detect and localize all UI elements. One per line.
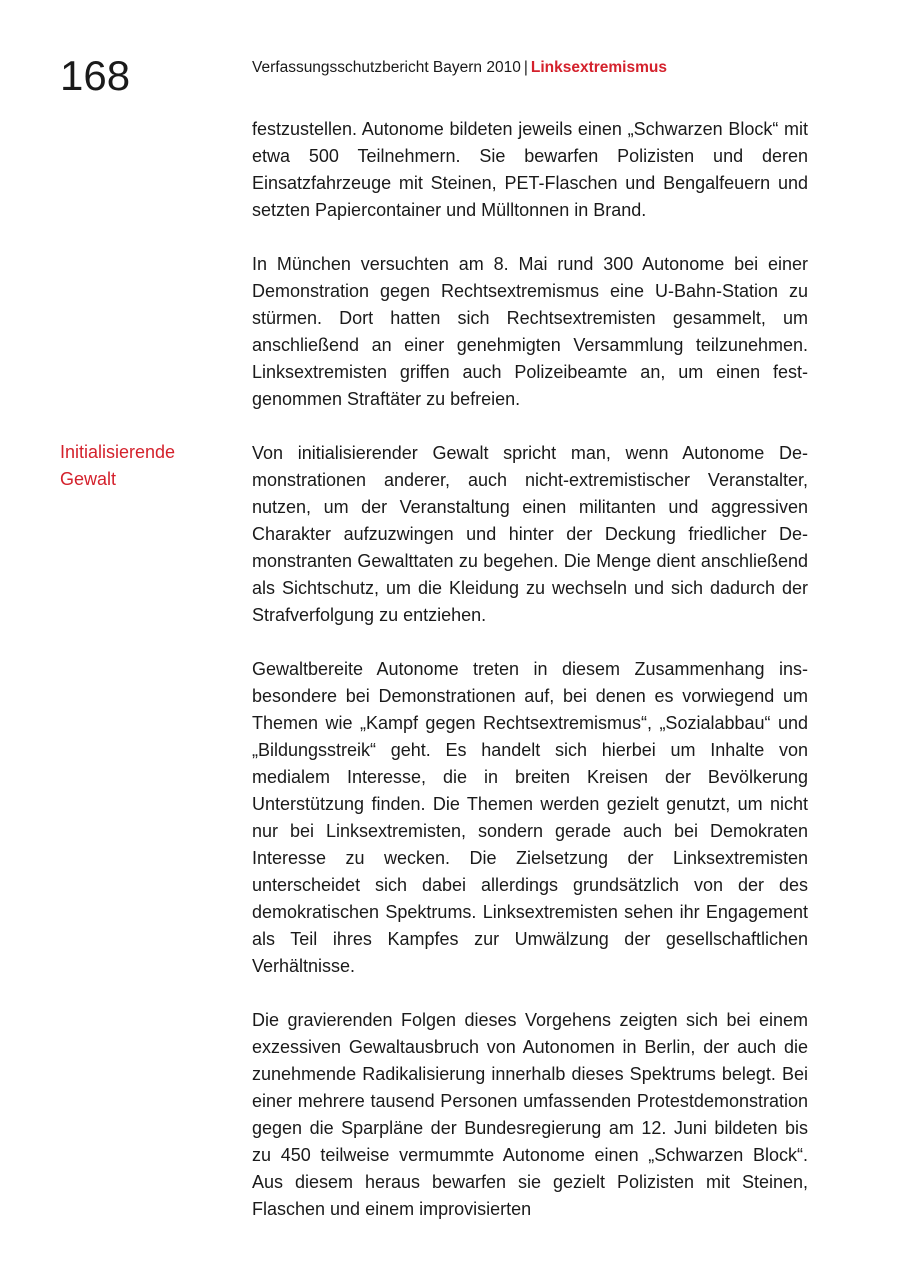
margin-note-line-2: Gewalt: [60, 469, 117, 489]
publication-title: Verfassungsschutzbericht Bayern 2010: [252, 59, 521, 76]
paragraph-2: In München versuchten am 8. Mai rund 300 Autonome bei einer Demonstration gegen Rechtsextremismus eine U-Bahn-Station zu stürmen. Dort hatten sich Rechtsextremisten gesammelt, um anschließend an einer genehmigten Versammlung teilzunehmen. Linksextremisten griffen auch Polizeibeamte an, um einen festgenommen Straftäter zu befreien.: [252, 254, 808, 409]
paragraph-4: Gewaltbereite Autonome treten in diesem Zusammenhang insbesondere bei Demonstrationen auf, bei denen es vorwiegend um Themen wie „Kampf gegen Rechtsextremismus“, „Sozialabbau“ und „Bildungsstreik“ geht. Es handelt sich hierbei um Inhalte von medialem Interesse, die in breiten Kreisen der Bevölkerung Unterstützung finden. Die Themen werden gezielt genutzt, um nicht nur bei Linksextremisten, sondern gerade auch bei Demokraten Interesse zu wecken. Die Zielsetzung der Linksextremisten unterscheidet sich dabei allerdings grundsätzlich von der des demokratischen Spektrums. Linksextremisten sehen ihr Engagement als Teil ihres Kampfes zur Umwälzung der gesellschaftlichen Verhältnisse.: [252, 659, 808, 976]
header-separator: |: [523, 59, 528, 76]
page-number: 168: [60, 52, 131, 99]
body-text: [252, 116, 808, 1250]
paragraph-5: Die gravierenden Folgen dieses Vorgehens zeigten sich bei einem exzessiven Gewaltausbruch von Autonomen in Berlin, der auch die zunehmende Radikalisierung innerhalb dieses Spektrums belegt. Bei einer mehrere tausend Personen umfassenden Protestdemonstration gegen die Sparpläne der Bundesregierung am 12. Juni bildeten bis zu 450 teilweise vermummte Autonome einen „Schwarzen Block“. Aus diesem heraus bewarfen sie gezielt Polizisten mit Steinen, Flaschen und einem improvisierten: [252, 1010, 808, 1219]
margin-note: [60, 439, 230, 493]
running-header: [252, 59, 667, 77]
paragraph-1: festzustellen. Autonome bildeten jeweils einen „Schwarzen Block“ mit etwa 500 Teilnehmern. Sie bewarfen Polizisten und deren Einsatzfahrzeuge mit Steinen, PET-Flaschen und Bengalfeuern und setzten Papiercontainer und Mülltonnen in Brand.: [252, 119, 808, 220]
section-title: Linksextremismus: [530, 59, 667, 76]
paragraph-3: Von initialisierender Gewalt spricht man, wenn Autonome Demonstrationen anderer, auch nicht-extremistischer Veranstalter, nutzen, um der Veranstaltung einen militanten und aggressiven Charakter aufzuzwingen und hinter der Deckung friedlicher Demonstranten Gewalttaten zu begehen. Die Menge dient anschließend als Sichtschutz, um die Kleidung zu wechseln und sich dadurch der Strafverfolgung zu entziehen.: [252, 443, 808, 625]
margin-note-line-1: Initialisierende: [60, 442, 176, 462]
